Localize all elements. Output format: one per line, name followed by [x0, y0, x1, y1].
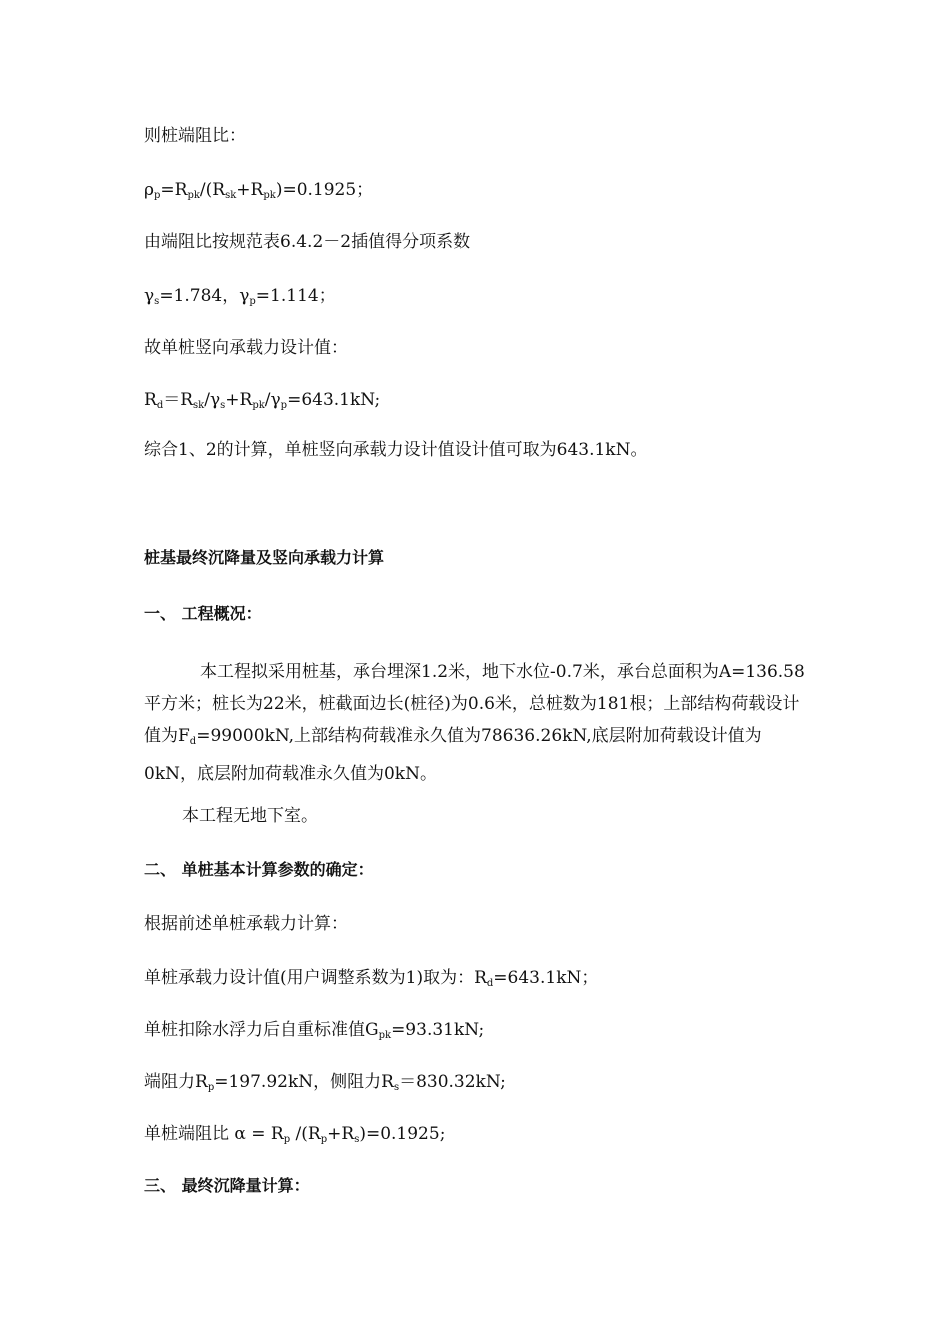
subscript: p: [207, 1082, 215, 1093]
text: 由端阻比按规范表6.4.2－2插值得分项系数: [144, 232, 471, 252]
text: 单桩端阻比 α = R: [144, 1124, 284, 1144]
formula-rho-p: [144, 178, 373, 208]
text-line-end-resistance-ratio-intro: [144, 124, 246, 148]
text: =93.31kN;: [391, 1020, 485, 1040]
subscript: pk: [263, 190, 276, 201]
text: 本工程拟采用桩基，承台埋深1.2米，地下水位-0.7米，承台总面积为A=136.58平方米；桩长为22米，桩截面边长(桩径)为0.6米，总桩数为181根；上部结构荷载设计值为F: [144, 662, 805, 746]
subscript: pk: [252, 400, 265, 411]
text: /γ: [264, 390, 281, 410]
text: +R: [327, 1124, 355, 1144]
text: =197.92kN，侧阻力R: [214, 1072, 394, 1092]
section-title: 桩基最终沉降量及竖向承载力计算: [144, 548, 385, 567]
text: +R: [236, 180, 264, 200]
text: 单桩扣除水浮力后自重标准值G: [144, 1020, 379, 1040]
subscript: p: [154, 190, 161, 201]
text: =1.784，γ: [159, 286, 250, 306]
text-line-design-value: [144, 336, 348, 360]
formula-gamma: [144, 284, 336, 314]
text-line-end-ratio-alpha: [144, 1122, 445, 1152]
text: /(R: [290, 1124, 321, 1144]
subscript: d: [486, 978, 494, 989]
text: =R: [160, 180, 188, 200]
text-line-design-capacity: [144, 966, 598, 996]
text: /γ: [204, 390, 221, 410]
text-line-self-weight: [144, 1018, 484, 1048]
text-no-basement: 本工程无地下室。: [182, 806, 318, 826]
text: =1.114；: [255, 286, 336, 306]
text: ＝830.32kN;: [399, 1072, 506, 1092]
text: ρ: [144, 180, 154, 200]
text-line-according: 根据前述单桩承载力计算：: [144, 914, 348, 934]
subscript: p: [249, 296, 256, 307]
subscript: s: [393, 1082, 400, 1093]
text: =643.1kN;: [287, 390, 381, 410]
text: ＝R: [163, 390, 194, 410]
text-line-conclusion: [144, 438, 647, 462]
subscript: pk: [187, 190, 200, 201]
subscript: s: [220, 400, 226, 411]
heading-final-settlement: 三、 最终沉降量计算：: [144, 1176, 310, 1195]
text: R: [144, 390, 157, 410]
subscript: sk: [225, 190, 237, 201]
paragraph-project-description: [144, 656, 814, 790]
text: γ: [144, 286, 155, 306]
text: )=0.1925；: [275, 180, 374, 200]
subscript: d: [189, 736, 197, 747]
text: 单桩承载力设计值(用户调整系数为1)取为：R: [144, 968, 487, 988]
text: =643.1kN；: [493, 968, 599, 988]
subscript: p: [320, 1134, 328, 1145]
formula-rd: [144, 388, 380, 418]
text: 端阻力R: [144, 1072, 208, 1092]
text: /(R: [199, 180, 226, 200]
subscript: p: [283, 1134, 291, 1145]
heading-project-overview: 一、 工程概况：: [144, 604, 262, 623]
text: 则桩端阻比：: [144, 126, 246, 146]
subscript: s: [354, 1134, 360, 1145]
text-line-interpolation: [144, 230, 470, 254]
heading-parameters: 二、 单桩基本计算参数的确定：: [144, 860, 374, 879]
text: +R: [225, 390, 253, 410]
text: 故单桩竖向承载力设计值：: [144, 338, 348, 358]
subscript: s: [154, 296, 160, 307]
subscript: sk: [193, 400, 205, 411]
subscript: pk: [378, 1030, 392, 1041]
text: )=0.1925;: [359, 1124, 446, 1144]
text: 综合1、2的计算，单桩竖向承载力设计值设计值可取为643.1kN。: [144, 440, 648, 460]
text-line-resistances: [144, 1070, 506, 1100]
text: =99000kN,上部结构荷载准永久值为78636.26kN,底层附加荷载设计值为0kN，底层附加荷载准永久值为0kN。: [144, 726, 762, 784]
subscript: d: [156, 400, 164, 411]
subscript: p: [280, 400, 288, 411]
